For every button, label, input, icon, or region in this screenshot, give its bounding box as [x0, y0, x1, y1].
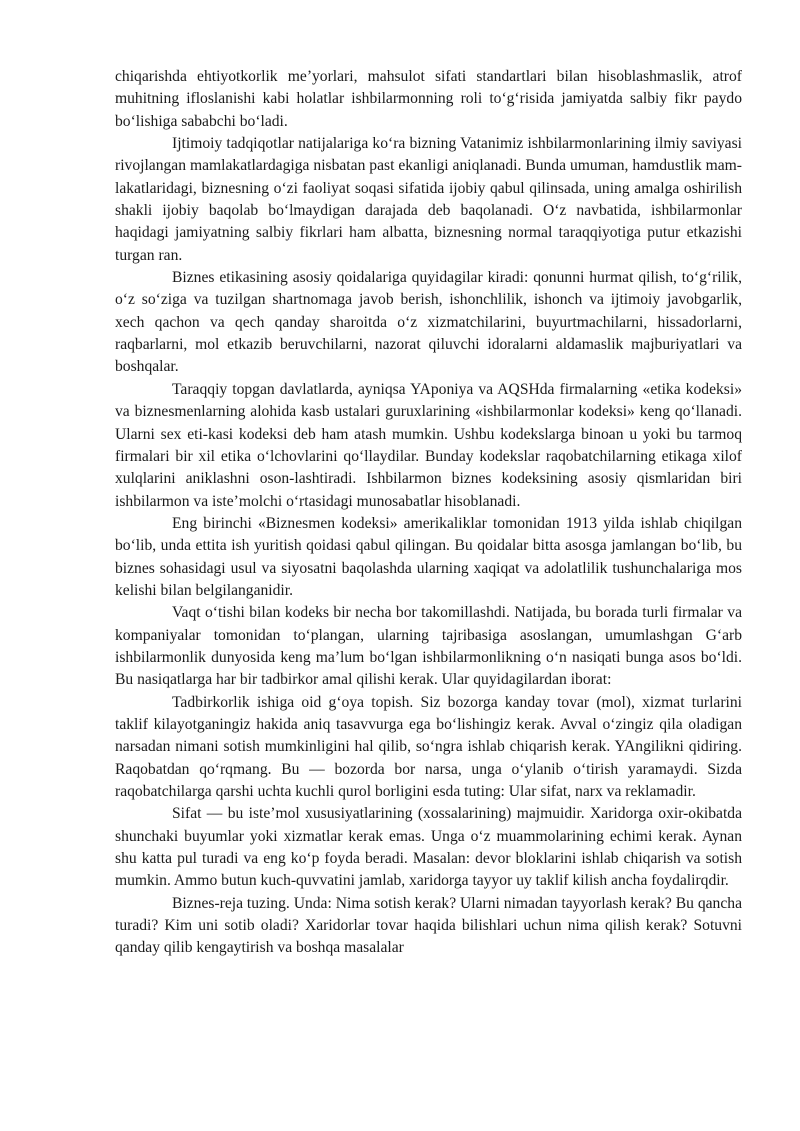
document-page [115, 66, 742, 960]
paragraph-ten-commandments: Vaqt o‘tishi bilan kodeks bir necha bor takomillashdi. Natijada, bu borada turli firmalar va kompaniyalar tomonidan to‘plangan, ularning tajribasiga asoslangan, umumlashgan G‘arb ishbilarmonlik dunyosida keng ma’lum bo‘lgan ishbilarmonlikning o‘n nasiqati bunga asos bo‘ldi. Bu nasiqatlarga har bir tadbirkor amal qilishi kerak. Ular quyidagilardan iborat: [115, 604, 742, 689]
paragraph-business-ethics-rules: Biznes etikasining asosiy qoidalariga quyidagilar kiradi: qonunni hurmat qilish, to‘g‘rilik, o‘z so‘ziga va tuzilgan shartnomaga javob berish, ishonchlilik, ishonch va ijtimoiy javobgarlik, xech qachon va qech qanday sharoitda o‘z xizmatchilarini, buyurtmachilarni, hissadorlarni, raqbarlarni, mol etkazib beruvchilarni, nazorat qiluvchi idoralarni aldamaslik majburiyatlari va boshqalar. [115, 269, 742, 376]
paragraph-ethics-codes: Taraqqiy topgan davlatlarda, ayniqsa YAponiya va AQSHda firmalarning «etika kodeksi» va biznesmenlarning alohida kasb ustalari guruxlarining «ishbilarmonlar kodeksi» keng qo‘llanadi. Ularni sex eti-kasi kodeksi deb ham atash mumkin. Ushbu kodekslarga binoan u yoki bu tarmoq firmalari bir xil etika o‘lchovlarini qo‘llaydilar. Bunday kodekslar raqobatchilarning etikaga xilof xulqlarini aniklashni oson-lashtiradi. Ishbilarmon biznes kodeksining asosiy qismlaridan biri ishbilarmon va iste’molchi o‘rtasidagi munosabatlar hisoblanadi. [115, 380, 742, 510]
paragraph-continuation: chiqarishda ehtiyotkorlik me’yorlari, mahsulot sifati standartlari bilan hisoblashmaslik, atrof muhitning ifloslanishi kabi holatlar ishbilarmonning roli to‘g‘risida jamiyatda salbiy fikr paydo bo‘lishiga sababchi bo‘ladi. [115, 68, 742, 130]
paragraph-business-plan: Biznes-reja tuzing. Unda: Nima sotish kerak? Ularni nimadan tayyorlash kerak? Bu qancha turadi? Kim uni sotib oladi? Xaridorlar tovar haqida bilishlari uchun nima qilish kerak? Sotuvni qanday qilib kengaytirish va boshqa masalalar [115, 894, 742, 957]
paragraph-social-research: Ijtimoiy tadqiqotlar natijalariga ko‘ra bizning Vatanimiz ishbilarmonlarining ilmiy saviyasi rivojlangan mamlakatlardagiga nisbatan past ekanligi aniqlanadi. Bunda umuman, hamdustlik mam-lakatlaridagi, biznesning o‘zi faoliyat soqasi sifatida ijobiy qabul qilinsada, uning amalga oshirilish shakli ijobiy baqolab bo‘lmaydigan darajada deb baqolanadi. O‘z navbatida, ishbilarmonlar haqidagi jamiyatning salbiy fikrlari ham albatta, biznesning normal taraqqiyotiga putur etkazishi turgan ran. [115, 135, 742, 264]
paragraph-business-idea: Tadbirkorlik ishiga oid g‘oya topish. Siz bozorga kanday tovar (mol), xizmat turlarini taklif kilayotganingiz hakida aniq tasavvurga ega bo‘lishingiz kerak. Avval o‘zingiz qila oladigan narsadan nimani sotish mumkinligini hal qilib, so‘ngra ishlab chiqarish kerak. YAngilikni qidiring. Raqobatdan qo‘rqmang. Bu — bozorda bor narsa, unga o‘ylanib o‘tirish yaramaydi. Sizda raqobatchilarga qarshi uchta kuchli qurol borligini esda tuting: Ular sifat, narx va reklamadir. [115, 693, 742, 800]
paragraph-quality: Sifat — bu iste’mol xususiyatlarining (xossalarining) majmuidir. Xaridorga oxir-okibatda shunchaki buyumlar yoki xizmatlar kerak emas. Unga o‘z muammolarining echimi kerak. Aynan shu katta pul turadi va eng ko‘p foyda beradi. Masalan: devor bloklarini ishlab chiqarish va sotish mumkin. Ammo butun kuch-quvvatini jamlab, xaridorga tayyor uy taklif kilish ancha foydalirqdir. [115, 805, 742, 890]
paragraph-first-code: Eng birinchi «Biznesmen kodeksi» amerikaliklar tomonidan 1913 yilda ishlab chiqilgan bo‘lib, unda ettita ish yuritish qoidasi qabul qilingan. Bu qoidalar bitta asosga jamlangan bo‘lib, bu biznes sohasidagi usul va siyosatni baqolashda ularning xaqiqat va adolatlilik tushunchalariga mos kelishi bilan belgilanganidir. [115, 514, 742, 599]
